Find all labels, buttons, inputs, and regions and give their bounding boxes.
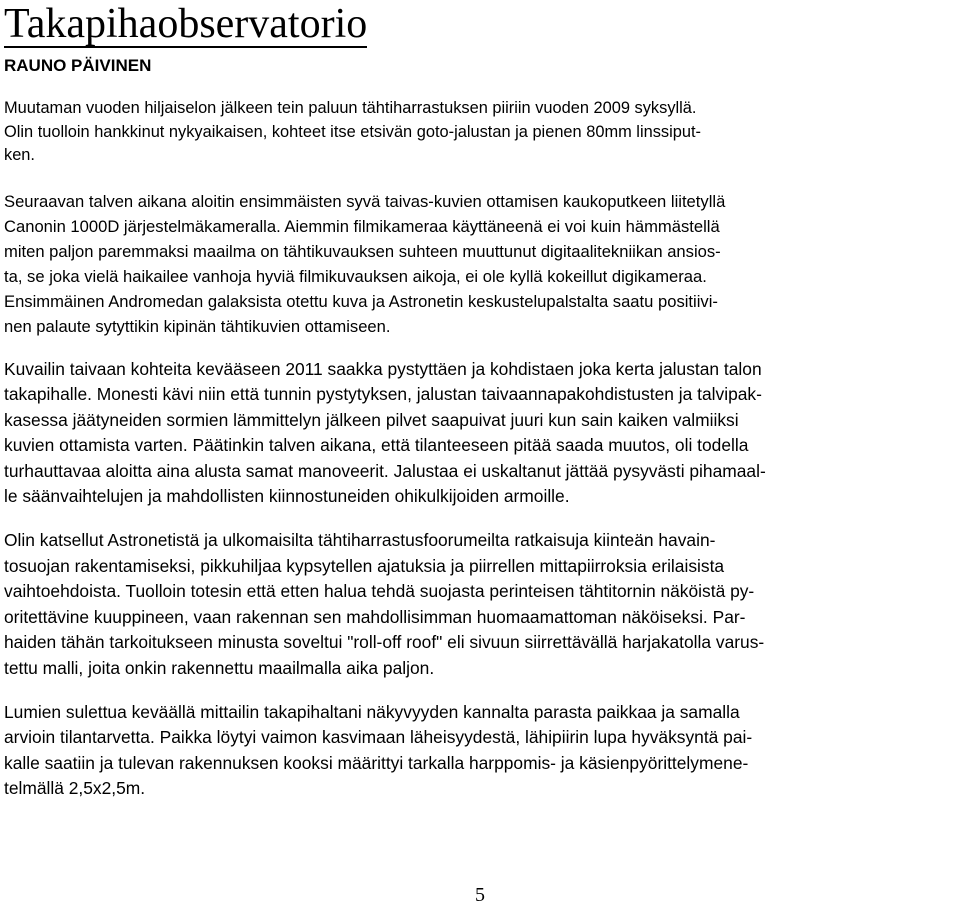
paragraph-line: kuvien ottamista varten. Päätinkin talven aikana, että tilanteeseen pitää saada muutos, oli todella [4, 435, 749, 456]
author-name: RAUNO PÄIVINEN [4, 56, 152, 75]
paragraph-line: miten paljon paremmaksi maailma on tähtikuvauksen suhteen muuttunut digitaalitekniikan ansios- [4, 241, 721, 261]
paragraph-line: Olin katsellut Astronetistä ja ulkomaisilta tähtiharrastusfoorumeilta ratkaisuja kiinteän havain- [4, 530, 716, 551]
paragraph-line: nen palaute sytyttikin kipinän tähtikuvien ottamiseen. [4, 316, 391, 336]
paragraph-line: ta, se joka vielä haikailee vanhoja hyviä filmikuvauksen aikoja, ei ole kyllä kokeillut digikameraa. [4, 266, 707, 286]
paragraph-line: Canonin 1000D järjestelmäkameralla. Aiemmin filmikameraa käyttäneenä ei voi kuin hämmästellä [4, 216, 720, 236]
paragraph-line: Lumien sulettua keväällä mittailin takapihaltani näkyvyyden kannalta parasta paikkaa ja samalla [4, 701, 740, 722]
paragraph-line: Olin tuolloin hankkinut nykyaikaisen, kohteet itse etsivän goto-jalustan ja pienen 80mm linssiput- [4, 122, 701, 141]
paragraph-4 [4, 528, 956, 682]
paragraph-5 [4, 700, 956, 802]
document-page [4, 0, 956, 802]
paragraph-line: tosuojan rakentamiseksi, pikkuhiljaa kypsytellen ajatuksia ja piirrellen mittapiirroksia erilaisista [4, 555, 725, 576]
paragraph-line: tettu malli, joita onkin rakennettu maailmalla aika paljon. [4, 658, 435, 679]
paragraph-line: arvioin tilantarvetta. Paikka löytyi vaimon kasvimaan läheisyydestä, lähipiirin lupa hyväksyntä pai- [4, 727, 753, 748]
paragraph-line: haiden tähän tarkoitukseen minusta soveltui "roll-off roof" eli sivuun siirrettävällä harjakatolla varus- [4, 632, 765, 653]
paragraph-3 [4, 357, 956, 511]
paragraph-1 [4, 97, 956, 168]
paragraph-line: kasessa jäätyneiden sormien lämmittelyn jälkeen pilvet saapuivat juuri kun sain kaiken valmiiksi [4, 409, 739, 430]
paragraph-line: le säänvaihtelujen ja mahdollisten kiinnostuneiden ohikulkijoiden armoille. [4, 486, 570, 507]
paragraph-line: turhauttavaa aloitta aina alusta samat manoveerit. Jalustaa ei uskaltanut jättää pysyvästi pihamaal- [4, 460, 766, 481]
paragraph-line: Ensimmäinen Andromedan galaksista otettu kuva ja Astronetin keskustelupalstalta saatu positiivi- [4, 291, 718, 311]
paragraph-line: ken. [4, 146, 35, 164]
paragraph-line: telmällä 2,5x2,5m. [4, 778, 146, 799]
paragraph-line: takapihalle. Monesti kävi niin että tunnin pystytyksen, jalustan taivaannapakohdistusten ja talvipak- [4, 384, 762, 405]
document-title: Takapihaobservatorio [4, 1, 368, 47]
paragraph-line: Muutaman vuoden hiljaiselon jälkeen tein paluun tähtiharrastuksen piiriin vuoden 2009 syksyllä. [4, 99, 697, 117]
paragraph-line: Kuvailin taivaan kohteita kevääseen 2011 saakka pystyttäen ja kohdistaen joka kerta jalustan talon [4, 358, 762, 379]
paragraph-line: kalle saatiin ja tulevan rakennuksen kooksi määrittyi tarkalla harppomis- ja käsienpyörittelymene- [4, 752, 749, 773]
page-number: 5 [475, 884, 485, 906]
paragraph-line: Seuraavan talven aikana aloitin ensimmäisten syvä taivas-kuvien ottamisen kaukoputkeen liitetyllä [4, 191, 726, 211]
paragraph-2 [4, 189, 956, 339]
paragraph-line: vaihtoehdoista. Tuolloin totesin että etten halua tehdä suojasta perinteisen tähtitornin näköistä py- [4, 581, 755, 602]
paragraph-line: oritettävine kuuppineen, vaan rakennan sen mahdollisimman huomaamattoman näköiseksi. Par- [4, 606, 746, 627]
